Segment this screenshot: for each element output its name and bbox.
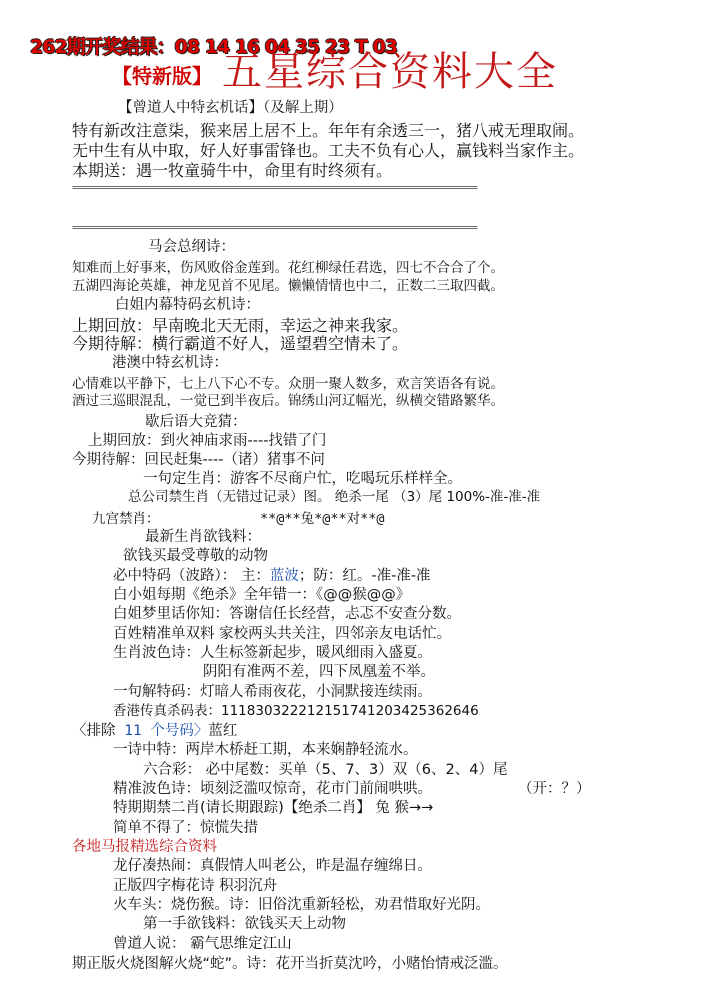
poem-line: 今期待解：横行霸道不好人，遥望碧空情未了。 [72, 334, 409, 353]
label-text: 〈排除 [72, 723, 116, 739]
text-line: 一句解特码：灯暗人希雨夜花，小洞默接连续雨。 [113, 684, 432, 700]
separator-line: ======================================================================== [72, 221, 477, 234]
text-line: 最新生肖欲钱料： [145, 529, 261, 545]
text-line: 今期待解：回民赶集----（诸）猪事不问 [72, 452, 325, 468]
section-heading-zeng-daoren: 【曾道人中特玄机话】（及解上期） [118, 100, 343, 116]
text-line: **@**兔*@**对**@ [260, 511, 385, 527]
text-line: 欲钱买最受尊敬的动物 [123, 548, 268, 564]
text-line: 曾道人说： 霸气思维定江山 [113, 936, 292, 952]
text-line: 期正版火烧图解火烧“蛇”。诗：花开当折莫沈吟，小赌怡情戒泛滥。 [72, 956, 508, 972]
text-line: 一句定生肖：游客不尽商户忙，吃喝玩乐样样全。 [143, 471, 462, 487]
text-line: 百姓精准单双料 家校两头共关注，四邻亲友电话忙。 [113, 626, 452, 642]
text-line: 上期回放：到火神庙求雨----找错了门 [88, 433, 327, 449]
poem-line: 本期送：遇一牧童骑牛中，命里有时终须有。 [72, 161, 393, 180]
text-line: 一诗中特：两岸木桥赶工期，本来娴静轻流水。 [113, 742, 418, 758]
highlight-text: 11 个号码〉 [115, 723, 209, 739]
label-text: 必中特码（波路）： 主： [113, 568, 270, 584]
section-heading-gedi: 各地马报精选综合资料 [72, 839, 217, 855]
section-heading-baijie: 白姐内幕特码玄机诗： [115, 297, 260, 313]
text-line: 六合彩： 必中尾数：买单（5、7、3）双（6、2、4）尾 [143, 762, 508, 778]
draw-result-banner: 262期开奖结果：08 14 16 04 35 23 T 03 [30, 36, 398, 58]
text-line: 简单不得了：惊慌失措 [113, 820, 258, 836]
edition-tag: 【特新版】 [112, 64, 212, 88]
page-title: 五星综合资料大全 [222, 49, 558, 95]
text-line: 龙仔凑热闹：真假情人叫老公，昨是温存缠绵日。 [113, 858, 432, 874]
poem-line: 特有新改注意柒，猴来居上居不上。年年有余透三一，猪八戒无理取闹。 [72, 121, 585, 140]
text-line: 生肖波色诗：人生标签新起步，暖风细雨入盛夏。 [113, 645, 432, 661]
text-line: 正版四字梅花诗 积羽沉舟 [113, 878, 278, 894]
text-line: 白姐梦里话你知：答谢信任长经营，忐忑不安查分数。 [113, 606, 461, 622]
poem-line: 知难而上好事来，伤风败俗金莲到。花红柳绿任君选，四七不合合了个。 [72, 260, 504, 276]
text-line: 阴阳有准两不差，四下凤凰羞不举。 [203, 664, 435, 680]
text-line: 香港传真杀码表：111830322212151741203425362646 [113, 703, 479, 719]
section-heading-mahui: 马会总纲诗： [148, 239, 235, 255]
poem-line: 酒过三巡眼混乱，一觉已到半夜后。锦绣山河辽幅光，纵横交错路繁华。 [72, 393, 504, 409]
text-line: 第一手欲钱料：欲钱买天上动物 [143, 916, 346, 932]
text-line: 精准波色诗：顷刻泛滥叹惊奇，花市门前闹哄哄。 [113, 781, 432, 797]
text-line: 九宫禁肖： [92, 511, 160, 527]
text-line: 特期期禁二肖(请长期跟踪)【绝杀二肖】 兔 猴→→ [113, 800, 434, 816]
text-line: 总公司禁生肖（无错过记录）图。 绝杀一尾 （3）尾 100%-准-准-准 [128, 489, 541, 505]
poem-line: 无中生有从中取，好人好事雷锋也。工夫不负有心人，赢钱料当家作主。 [72, 141, 585, 160]
highlight-text: 蓝波 [269, 568, 299, 584]
text-line: 火车头：烧伤猴。诗：旧俗沈重新轻松，劝君惜取好光阴。 [113, 897, 490, 913]
poem-line: 上期回放：早南晚北天无雨，幸运之神来我家。 [72, 316, 409, 335]
text-line: 白小姐每期《绝杀》全年错一：《@@猴@@》 [113, 587, 411, 603]
section-heading-xiehouyu: 歇后语大竞猜： [145, 414, 247, 430]
label-text: 蓝红 [208, 723, 238, 739]
poem-line: 五湖四海论英雄，神龙见首不见尾。懒懒情情也中二，正数二三取四截。 [72, 278, 504, 294]
text-line: （开：？） [518, 781, 591, 797]
exclude-numbers-line [72, 724, 237, 739]
label-text: ；防：红。-准-准-准 [298, 568, 431, 584]
separator-line: ======================================================================== [72, 181, 477, 194]
wave-color-line [113, 569, 431, 584]
section-heading-gangao: 港澳中特玄机诗： [112, 355, 228, 371]
poem-line: 心情难以平静下，七上八下心不专。众朋一聚人数多，欢言笑语各有说。 [72, 376, 504, 392]
